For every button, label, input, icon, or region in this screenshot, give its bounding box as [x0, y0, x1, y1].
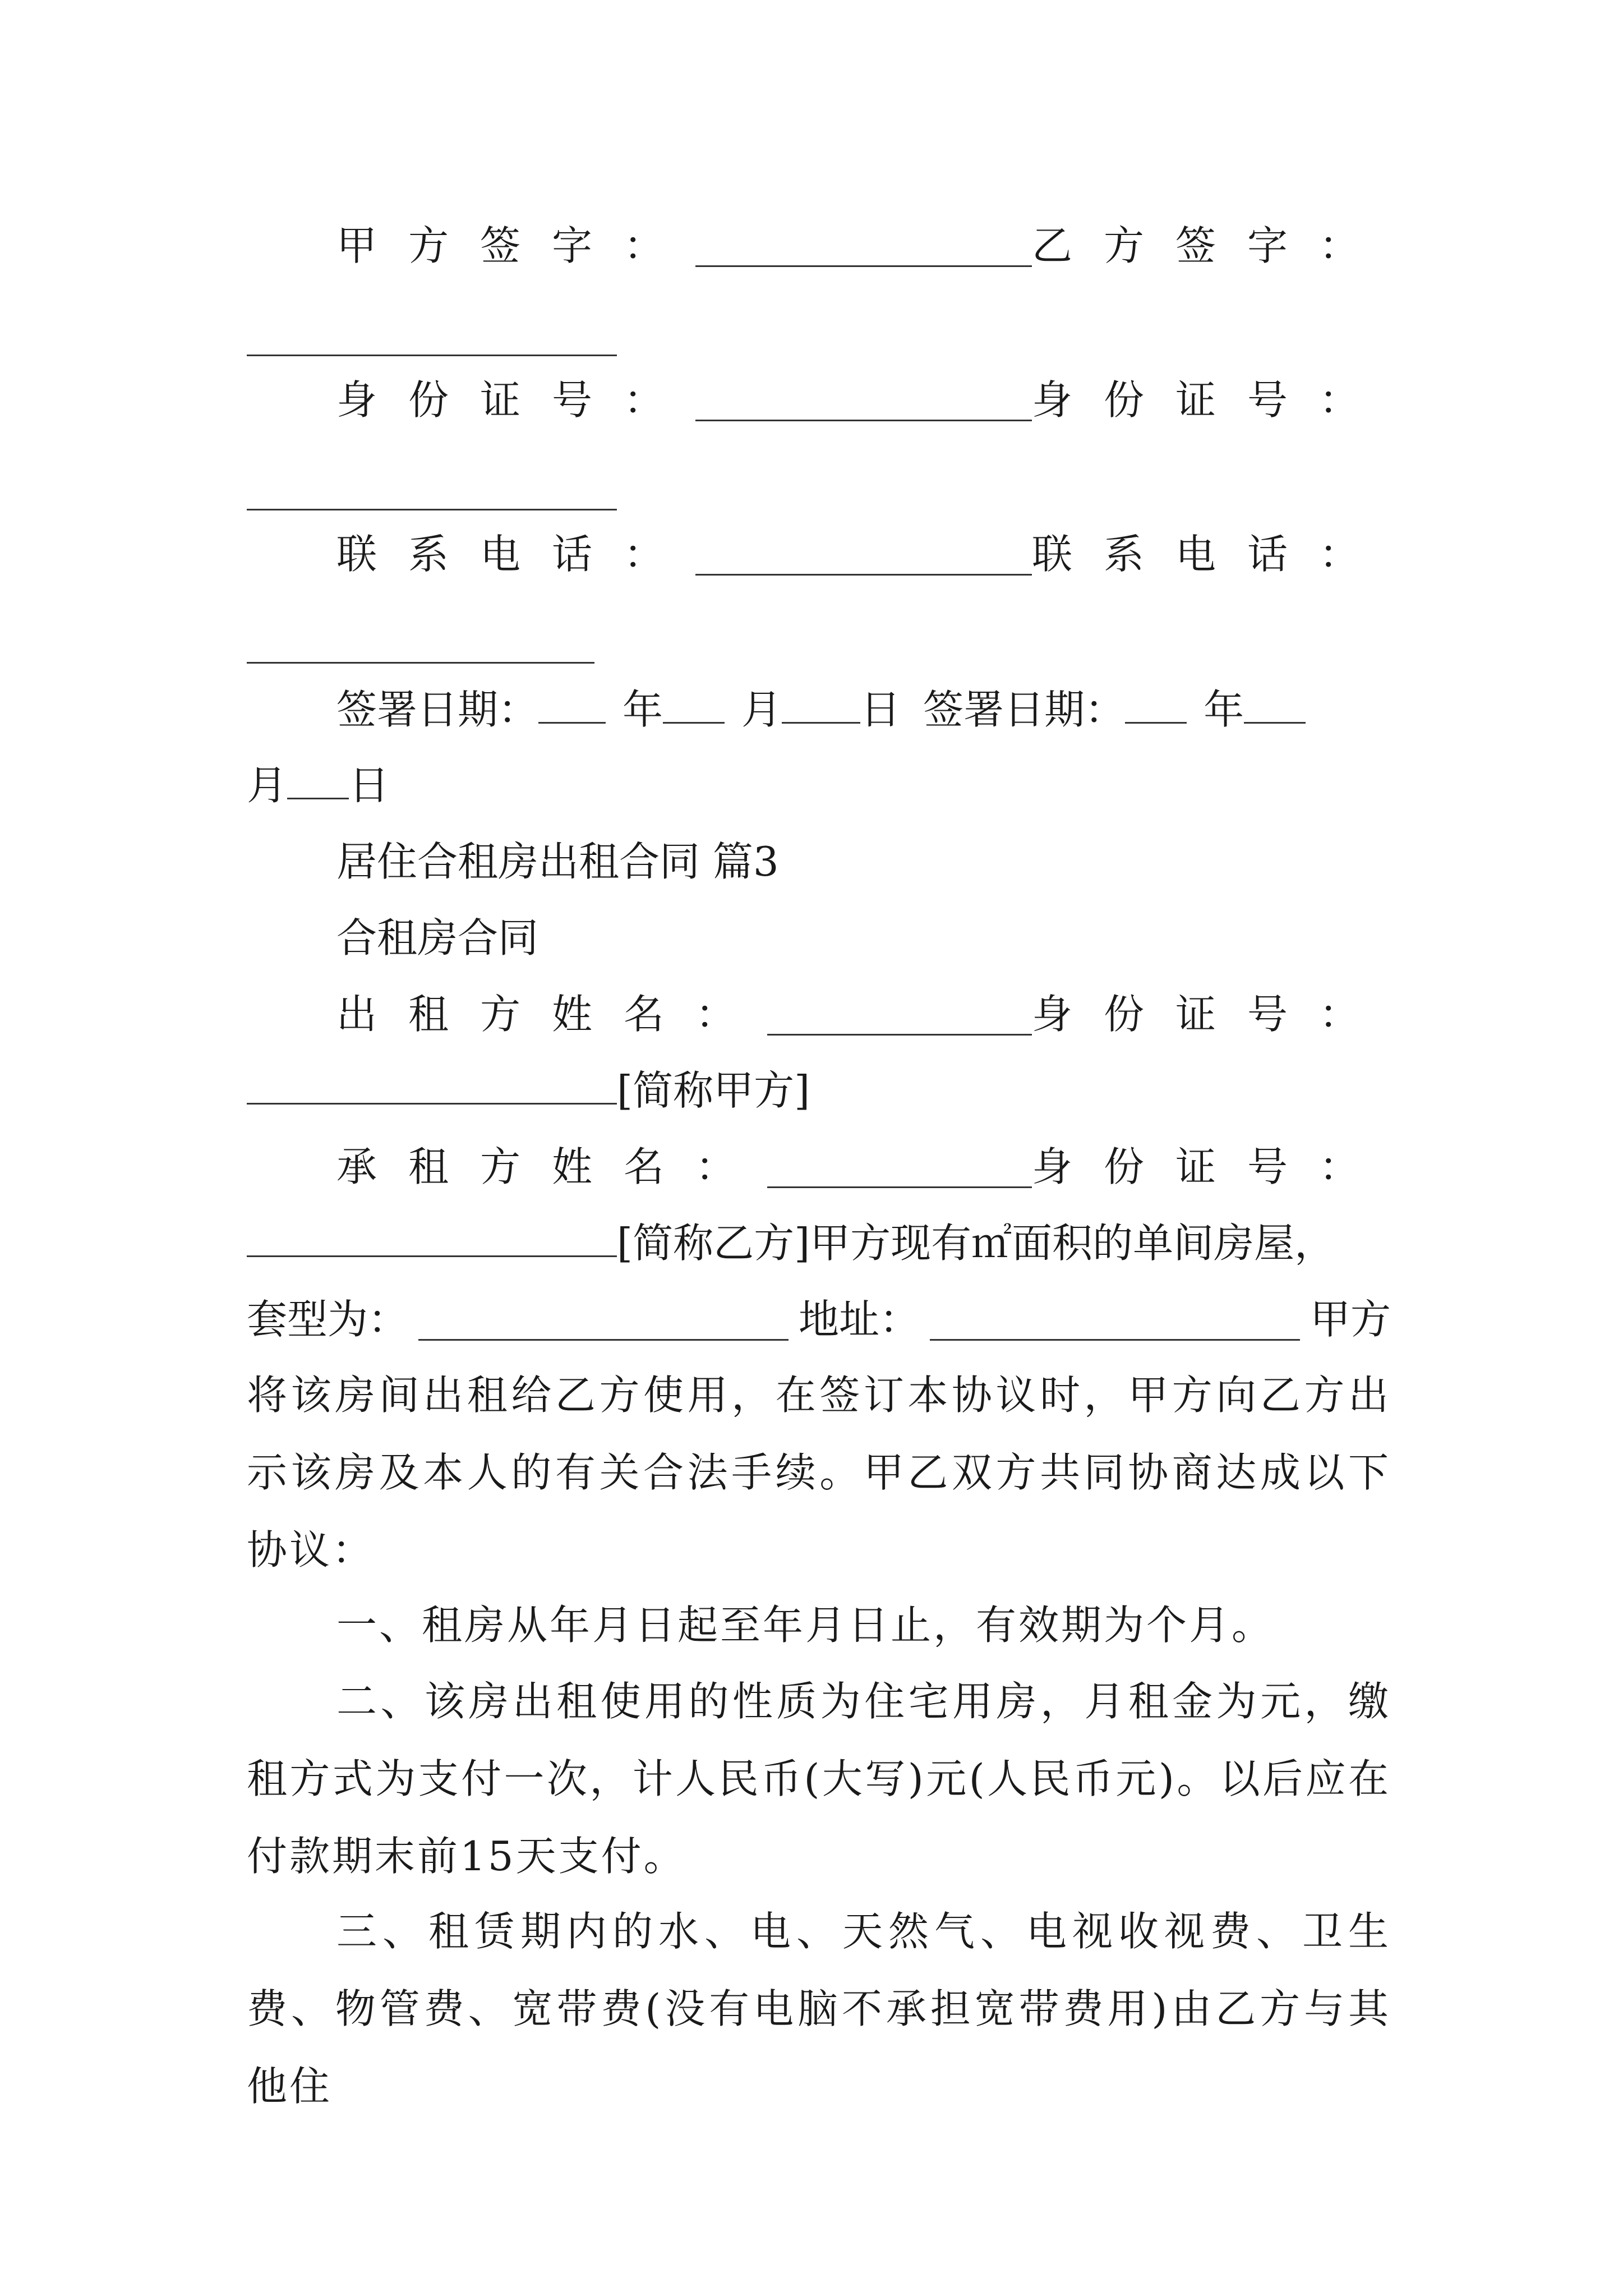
- id-no-a-blank: [695, 379, 1032, 421]
- id-no-b-label: 身份证号：: [1031, 376, 1391, 424]
- contract-title: 合租房合同: [336, 914, 539, 961]
- year-blank-b: [1125, 682, 1187, 724]
- phone-b-label: 联系电话：: [1031, 531, 1391, 578]
- year-blank-a: [538, 682, 606, 724]
- lessor-name-label: 出租方姓名：: [336, 991, 768, 1038]
- lessor-row: [247, 975, 1391, 1053]
- phone-row: [247, 515, 1391, 593]
- house-type-label: 套型为：: [247, 1296, 409, 1343]
- id-number-row: [247, 361, 1391, 439]
- lessee-short-name: [简称乙方]甲方现有㎡面积的单间房屋，: [617, 1220, 1335, 1267]
- day-label-b: 日: [349, 762, 390, 809]
- id-no-a-label: 身份证号：: [336, 376, 696, 424]
- month-blank-a: [663, 682, 725, 724]
- party-a-sign-label: 甲方签字：: [336, 222, 696, 269]
- day-blank-b: [287, 757, 349, 799]
- month-label-b: 月: [247, 762, 288, 809]
- year-label-b: 年: [1204, 686, 1244, 733]
- lessee-name-label: 承租方姓名：: [336, 1143, 768, 1190]
- party-a-sign-blank: [695, 225, 1032, 267]
- address-blank: [930, 1299, 1300, 1341]
- lessor-id-row: [247, 1051, 1391, 1130]
- phone-a-blank: [695, 533, 1032, 576]
- intro-paragraph: 将该房间出租给乙方使用，在签订本协议时，甲方向乙方出示该房及本人的有关合法手续。甲乙双方共同协商达成以下协议：: [247, 1372, 1391, 1573]
- month-blank-b: [1244, 682, 1306, 724]
- month-label-a: 月: [741, 686, 782, 733]
- signature-row: [247, 206, 1391, 285]
- day-label-a: 日: [860, 686, 901, 733]
- house-row: [247, 1280, 1391, 1359]
- lessee-id-label: 身份证号：: [1031, 1143, 1391, 1190]
- sign-date-row: [247, 670, 1391, 749]
- lessor-id-label: 身份证号：: [1031, 991, 1391, 1038]
- clause-2: 二、该房出租使用的性质为住宅用房，月租金为元，缴租方式为支付一次，计人民币(大写)元(人民币元)。以后应在付款期末前15天支付。: [247, 1678, 1391, 1880]
- section-title: 居住合租房出租合同 篇3: [336, 838, 779, 885]
- lessor-short-name: [简称甲方]: [617, 1067, 810, 1114]
- lessee-name-blank: [767, 1146, 1032, 1188]
- phone-b-blank: [247, 622, 594, 664]
- day-blank-a: [782, 682, 860, 724]
- party-b-sign-label: 乙方签字：: [1031, 222, 1391, 269]
- house-type-blank: [418, 1299, 789, 1341]
- lessor-id-blank: [247, 1062, 617, 1105]
- party-b-sign-blank: [247, 314, 617, 356]
- sign-date-b-label: 签署日期：: [923, 686, 1126, 733]
- id-no-b-blank: [247, 468, 617, 510]
- clause-1: 一、租房从年月日起至年月日止，有效期为个月。: [336, 1602, 1275, 1649]
- sign-date-row-cont: [247, 746, 1391, 825]
- address-label: 地址：: [798, 1296, 920, 1343]
- lessor-name-blank: [767, 993, 1032, 1036]
- phone-a-label: 联系电话：: [336, 531, 696, 578]
- house-row-tail: 甲方: [1310, 1296, 1391, 1343]
- sign-date-a-label: 签署日期：: [336, 686, 539, 733]
- clause-3: 三、租赁期内的水、电、天然气、电视收视费、卫生费、物管费、宽带费(没有电脑不承担宽带费用)由乙方与其他住: [247, 1908, 1391, 2110]
- lessee-row: [247, 1128, 1391, 1206]
- year-label-a: 年: [623, 686, 663, 733]
- lessee-id-row: [247, 1204, 1391, 1282]
- lessee-id-blank: [247, 1215, 617, 1257]
